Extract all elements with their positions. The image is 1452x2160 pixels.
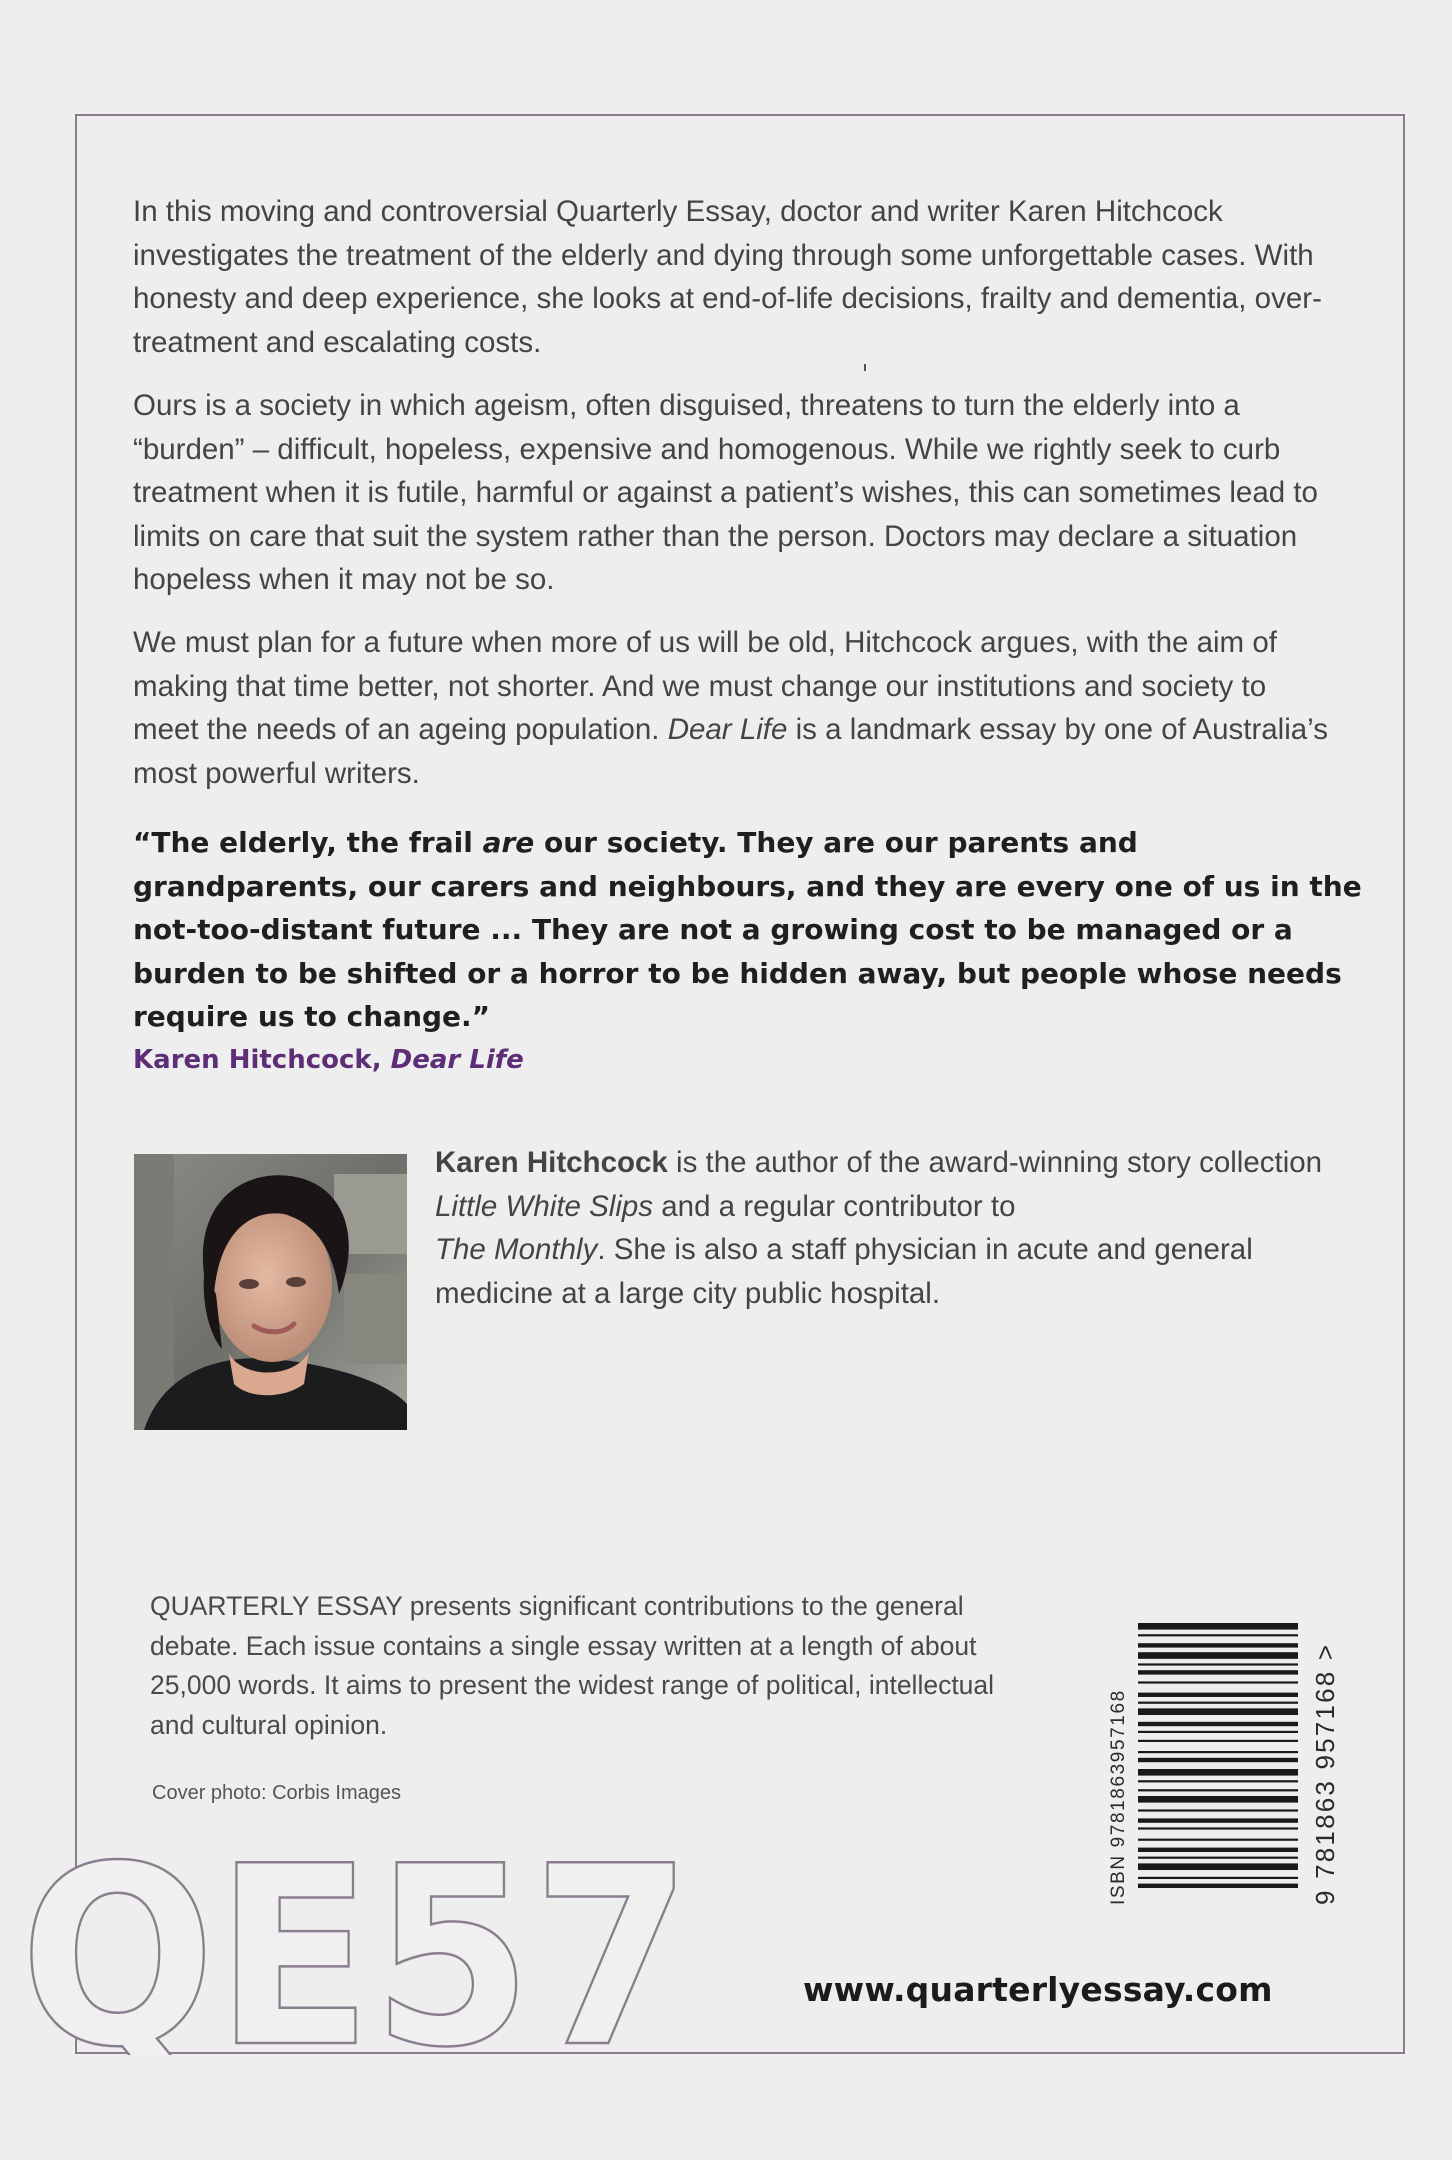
intro-paragraph-3 — [133, 621, 1333, 795]
author-photo — [134, 1154, 407, 1430]
essay-title-italic: Dear Life — [667, 713, 788, 746]
intro-paragraph-1: In this moving and controversial Quarterly Essay, doctor and writer Karen Hitchcock investigates the treatment of the elderly and dying through some unforgettable cases. With honesty and deep experience, she looks at end-of-life decisions, frailty and dementia, over-treatment and escalating costs. — [133, 195, 1322, 359]
barcode-bar — [1138, 1731, 1298, 1733]
barcode-bar — [1138, 1702, 1298, 1704]
book-title: Little White Slips — [435, 1189, 654, 1223]
website-url[interactable]: www.quarterlyessay.com — [803, 1970, 1273, 2009]
barcode-bar — [1138, 1780, 1298, 1782]
intro-p3-text-end: is a landmark essay by one of Australia’s most powerful writers. — [133, 713, 1328, 790]
barcode-bar — [1138, 1809, 1298, 1811]
barcode-bar — [1138, 1818, 1298, 1822]
attribution-author: Karen Hitchcock, — [133, 1045, 391, 1075]
barcode-bar — [1138, 1722, 1298, 1726]
magazine-title: The Monthly — [435, 1233, 598, 1266]
barcode-bar — [1138, 1681, 1298, 1683]
quote-attribution — [133, 1039, 524, 1082]
barcode-bar — [1138, 1789, 1298, 1791]
qe57-logo — [20, 1855, 700, 2055]
barcode-bar — [1138, 1827, 1298, 1829]
barcode-bar — [1138, 1740, 1298, 1742]
barcode-bar — [1138, 1693, 1298, 1697]
print-mark — [864, 364, 866, 371]
intro-paragraph-2: Ours is a society in which ageism, often disguised, threatens to turn the elderly into a “burden” – difficult, hopeless, expensive and homogenous. While we rightly seek to curb treatment when it is futile, harmful or against a patient’s wishes, this can sometimes lead to limits on care that suit the system rather than the person. Doctors may declare a situation hopeless when it may not be so. — [133, 389, 1318, 596]
bio-text-3: . She is also a staff physician in acute and general medicine at a large city public hospital. — [435, 1233, 1253, 1310]
barcode-bar — [1138, 1663, 1298, 1665]
bio-text-2: and a regular contributor to — [653, 1189, 1016, 1223]
attribution-title: Dear Life — [390, 1045, 524, 1075]
barcode-bar — [1138, 1643, 1298, 1647]
barcode-bar — [1138, 1877, 1298, 1879]
barcode-bar — [1138, 1848, 1298, 1852]
quote-emphasis: are — [482, 826, 535, 859]
bio-text-1: is the author of the award-winning story collection — [667, 1146, 1323, 1179]
pull-quote — [133, 821, 1363, 1039]
barcode-bar — [1138, 1634, 1298, 1636]
quote-text-start: “The elderly, the frail — [133, 826, 483, 859]
barcode-bar — [1138, 1652, 1298, 1659]
barcode-bar — [1138, 1708, 1298, 1715]
photo-credit: Cover photo: Corbis Images — [152, 1782, 402, 1804]
author-bio — [435, 1141, 1335, 1315]
barcode-bar — [1138, 1623, 1298, 1630]
barcode-bar — [1138, 1884, 1298, 1888]
barcode-bar — [1138, 1863, 1298, 1870]
ean-digits: 9 781863 957168 > — [1310, 1642, 1340, 1905]
author-name: Karen Hitchcock — [435, 1146, 668, 1179]
barcode-bar — [1138, 1796, 1298, 1803]
barcode-bar — [1138, 1758, 1298, 1762]
barcode-bar — [1138, 1751, 1298, 1753]
quote-text-end: our society. They are our parents and grandparents, our carers and neighbours, and they are every one of us in the not-too-distant future ... They are not a growing cost to be managed or a burden to be shifted or a horror to be hidden away, but people whose needs require us to change.” — [133, 826, 1362, 1033]
barcode-bar — [1138, 1857, 1298, 1859]
quarterly-essay-description: QUARTERLY ESSAY presents significant contributions to the general debate. Each issue contains a single essay written at a length of about 25,000 words. It aims to present the widest range of political, intellectual and cultural opinion. — [150, 1591, 995, 1740]
intro-p3-text: We must plan for a future when more of us will be old, Hitchcock argues, with the aim of making that time better, not shorter. And we must change our institutions and society to meet the needs of an ageing population. — [133, 626, 1277, 746]
barcode-bar — [1138, 1769, 1298, 1776]
barcode-bar — [1138, 1839, 1298, 1841]
qe57-logo-text: QE57 — [20, 1855, 692, 2055]
isbn-label: ISBN 9781863957168 — [1108, 1689, 1129, 1905]
barcode-bar — [1138, 1670, 1298, 1674]
